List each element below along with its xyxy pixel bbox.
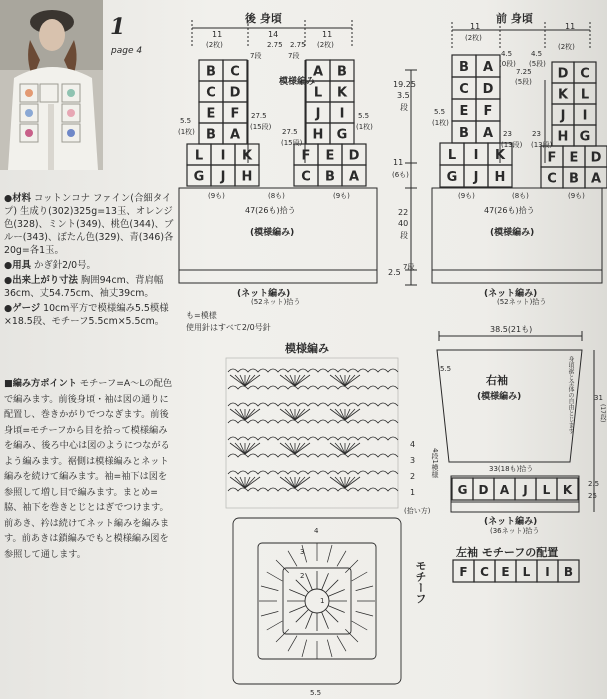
- back-right-motif-cell-label: B: [337, 64, 347, 80]
- front-left-motif-cell-label: E: [459, 104, 469, 119]
- back-left-motif-cell-label: L: [194, 148, 204, 164]
- back-pick-3: (9も): [333, 192, 350, 200]
- left-sleeve-motif-cell-label: E: [501, 565, 510, 579]
- stitch-chain-row: [228, 454, 398, 457]
- sleeve-motif-cell-label: J: [523, 483, 528, 497]
- back-left-motif-cell-label: I: [220, 148, 226, 164]
- stitch-fan-post: [285, 375, 295, 386]
- back-left-motif-cell-label: C: [206, 85, 216, 101]
- pattern-number: 1: [110, 14, 126, 40]
- front-top-count-1: (2枚): [465, 34, 482, 42]
- sleeve-right-dim-3: 2.5: [588, 480, 600, 488]
- notes-text: モチーフ=A～Lの配色で編みます。前後身頃・袖は図の通りに配置し、巻きかがりでつなぎます。前後身頃=モチーフから目を拾って模様編みを編み、後ろ中心は図のようにつながるよう編みます。裾側は模様編みとネット編みを続けて編みます。袖=袖下は図を参照して増し目で編みます。まとめ=脇、袖下を巻きとじとはぎでつけます。前あき、衿は続けてネット編みを編みます。前あきは鎖編みでもと模様編み図を参照して通します。: [4, 378, 173, 560]
- stitch-chain-row: [228, 403, 398, 406]
- front-left-motif-cell-label: G: [446, 170, 458, 185]
- motif-outer-post: [261, 586, 278, 591]
- front-body-title: 前 身頃: [496, 12, 533, 25]
- back-shoulder-left: 5.5: [180, 117, 192, 125]
- back-side-right-rows: (15段): [281, 139, 303, 147]
- motif-outer-post: [261, 611, 278, 616]
- front-width: 47(26も)拾う: [484, 206, 535, 215]
- back-top-dim-2: 14: [268, 30, 279, 39]
- stitch-chain-row: [228, 488, 398, 491]
- front-neck-rows-1: (0段): [499, 60, 516, 68]
- motif-outer-post: [288, 551, 297, 567]
- back-shoulder-left-count: (1枚): [178, 128, 195, 136]
- tool-text: かぎ針2/0号。: [33, 260, 96, 271]
- back-left-motif-cell-label: D: [229, 85, 241, 101]
- front-left-motif-cell-label: A: [482, 60, 494, 75]
- motif-spokes: [259, 543, 375, 659]
- motif-round-4: 4: [314, 527, 319, 535]
- back-right-motif-cell-label: C: [301, 169, 311, 185]
- stitch-row-4: 4: [410, 440, 416, 449]
- front-right-motif-cell-label: I: [582, 108, 588, 124]
- gauge-label: ゲージ: [12, 303, 41, 314]
- front-left-motif-cell-label: C: [459, 82, 469, 97]
- tool-spec: ●用具 かぎ針2/0号。: [4, 260, 96, 271]
- back-right-motif-cell-label: A: [348, 169, 360, 185]
- stitch-fan-post: [285, 477, 295, 488]
- front-top-dim-2: 11: [565, 22, 576, 31]
- gauge-text: 10cm平方で模様編み5.5模様×18.5段、モチーフ5.5cm×5.5cm。: [4, 303, 169, 327]
- stitch-fan-post: [245, 443, 255, 454]
- front-right-motif-cell-label: F: [547, 150, 557, 166]
- mid-dim-net: 2.5: [388, 268, 401, 277]
- back-shoulder-right: 5.5: [358, 112, 370, 120]
- front-left-motif-cell-label: I: [473, 148, 479, 163]
- back-body-pattern: (模様編み): [250, 228, 295, 238]
- front-right-motif-cell-label: B: [569, 171, 579, 187]
- front-side-right: 23: [532, 130, 541, 138]
- left-sleeve-title: 左袖 モチーフの配置: [456, 546, 559, 559]
- mid-dim-mid-b: (6も): [392, 171, 409, 179]
- stitch-chart-rows: [228, 369, 398, 491]
- motif-spoke: [328, 590, 345, 597]
- back-pick-2: (8も): [268, 192, 285, 200]
- front-side-left: 23: [503, 130, 512, 138]
- sleeve-right-dim-1: 31: [594, 394, 603, 402]
- stitch-row-2: 2: [410, 472, 416, 481]
- legend-hook: 使用針はすべて2/0号針: [186, 323, 271, 332]
- back-width: 47(26も)拾う: [245, 206, 296, 215]
- back-right-motif-cell-label: G: [336, 127, 348, 143]
- mid-dim-bot-c: 段: [400, 231, 408, 240]
- front-right-motif-cell-label: H: [557, 129, 569, 145]
- material-label: 材料: [12, 193, 31, 204]
- back-right-motif-cell-label: D: [348, 148, 360, 164]
- stitch-chain-row: [228, 437, 398, 440]
- mid-dim-top: 19.25: [393, 80, 416, 89]
- back-shoulder-right-count: (1枚): [356, 123, 373, 131]
- front-right-motif-cell-label: C: [580, 66, 590, 82]
- front-right-motif-cell-label: K: [557, 87, 569, 103]
- material-text: コットンコナ ファイン(合細タイプ) 生成り(302)325g=13玉、オレンジ色(328)、ミント(349)、桃色(344)、ブルー(343)、ぼたん色(329)、青(346)各20g=各1玉。: [4, 193, 174, 256]
- sleeve-note: 身頃裾と全体の自由とじます: [567, 356, 574, 434]
- back-net-pick: (52ネット)拾う: [251, 298, 301, 306]
- back-right-motif-cell-label: F: [301, 148, 311, 164]
- motif-spoke: [325, 609, 338, 622]
- front-pick-1: (9も): [458, 192, 475, 200]
- front-neck-rows-2: (5段): [515, 78, 532, 86]
- stitch-fan-post: [335, 477, 345, 488]
- stitch-fan-post: [335, 409, 345, 420]
- sleeve-net-pick: (36ネット)拾う: [490, 527, 540, 535]
- motif-spoke: [325, 580, 338, 593]
- notes-label: 編み方ポイント: [12, 378, 77, 389]
- back-left-motif-cell-label: C: [230, 64, 240, 80]
- sleeve-cuff: 33(18も)拾う: [489, 465, 534, 473]
- motif-outer-post: [337, 636, 346, 652]
- front-neck-dim-2: 7.25: [516, 68, 532, 76]
- back-pick-1: (9も): [208, 192, 225, 200]
- front-side-left-rows: (13段): [501, 141, 523, 149]
- motif-round-2: 2: [300, 572, 305, 580]
- front-left-motif-cell-label: D: [482, 82, 494, 97]
- motif-outer-post: [276, 560, 289, 573]
- back-left-motif-cell-label: F: [230, 106, 240, 122]
- stitch-row-3: 3: [410, 456, 416, 465]
- back-right-motif-cell-label: K: [336, 85, 348, 101]
- back-left-motif-cell-label: E: [206, 106, 216, 122]
- sleeve-motif-cell-label: D: [478, 483, 489, 497]
- page-reference: page 4: [111, 46, 143, 56]
- motif-label: モチーフ: [414, 560, 427, 604]
- front-neck-dim-3: 4.5: [531, 50, 543, 58]
- front-right-motif-cell-label: C: [547, 171, 557, 187]
- stitch-fan-post: [345, 477, 355, 488]
- stitch-fan-post: [345, 443, 355, 454]
- motif-outer-post: [327, 640, 332, 657]
- front-right-motif-cell-label: G: [579, 129, 591, 145]
- back-top-count-2: (2枚): [317, 41, 334, 49]
- material-spec: ●材料 コットンコナ ファイン(合細タイプ) 生成り(302)325g=13玉、オレンジ色(328)、ミント(349)、桃色(344)、ブルー(343)、ぼたん色(329)、青(346)各20g=各1玉。: [4, 193, 174, 256]
- sleeve-net-label: (ネット編み): [484, 517, 538, 527]
- back-neck-pattern: 模様編み: [279, 77, 316, 87]
- sleeve-motif-cell-label: A: [499, 483, 510, 497]
- front-right-motif-cell-label: L: [580, 87, 590, 103]
- back-right-motif-cell-label: L: [313, 85, 323, 101]
- back-neck-rows-2: 7段: [288, 52, 300, 60]
- back-motif-grids: [187, 60, 366, 186]
- motif-spoke: [306, 612, 313, 629]
- front-left-motif-cell-label: J: [473, 170, 479, 185]
- gauge-spec: ●ゲージ 10cm平方で模様編み5.5模様×18.5段、モチーフ5.5cm×5.5cm。: [4, 303, 169, 327]
- back-side-left-rows: (15段): [250, 123, 272, 131]
- sleeve-motif-cell-label: G: [457, 483, 468, 497]
- stitch-fan-post: [235, 443, 245, 454]
- front-left-motif-cell-label: F: [483, 104, 493, 119]
- front-right-motif-cell-label: E: [569, 150, 579, 166]
- mid-dim-bot-b: 40: [398, 219, 409, 228]
- stitch-fan-post: [335, 375, 345, 386]
- mid-dim-top-b: 3.5: [397, 91, 410, 100]
- stitch-fan-post: [345, 375, 355, 386]
- back-top-count-1: (2枚): [206, 41, 223, 49]
- back-net-label: (ネット編み): [237, 289, 291, 299]
- back-neck-dim-2: 2.75: [290, 41, 306, 49]
- sleeve-left-dim: 5.5: [440, 365, 452, 373]
- front-top-count-2: (2枚): [558, 43, 575, 51]
- mid-dim-mid: 11: [393, 158, 404, 167]
- motif-spoke: [306, 573, 313, 590]
- motif-spoke: [289, 590, 306, 597]
- back-neck-rows-1: 7段: [250, 52, 262, 60]
- motif-round-3: 3: [300, 548, 305, 556]
- motif-spoke: [296, 580, 309, 593]
- mid-dim-top-c: 段: [400, 103, 408, 112]
- sleeve-pattern: (模様編み): [477, 392, 522, 402]
- front-right-motif-cell-label: D: [557, 66, 569, 82]
- stitch-fan-post: [245, 375, 255, 386]
- stitch-fan-post: [235, 409, 245, 420]
- motif-round-1: 1: [320, 597, 325, 605]
- front-net-label: (ネット編み): [484, 289, 538, 299]
- back-left-motif-cell-label: H: [241, 169, 253, 185]
- notes-block: ■編み方ポイント モチーフ=A～Lの配色で編みます。前後身頃・袖は図の通りに配置し、巻きかがりでつなぎます。前後身頃=モチーフから目を拾って模様編みを編み、後ろ中心は図のようにつながるよう編みます。裾側は模様編みとネット編みを続けて編みます。袖=袖下は図を参照して増し目で編みます。まとめ=脇、袖下を巻きとじとはぎでつけます。前あき、衿は続けてネット編みを編みます。前あきは鎖編みでもと模様編み図を参照して通します。: [4, 378, 173, 560]
- size-text: 胸囲94cm、背肩幅36cm、丈54.75cm、袖丈39cm。: [4, 275, 164, 299]
- back-right-motif-cell-label: H: [312, 127, 324, 143]
- stitch-row-1: 1: [410, 488, 416, 497]
- front-left-motif-cell-label: A: [482, 126, 494, 141]
- sleeve-motif-cell-label: K: [562, 483, 573, 497]
- motif-outer-post: [352, 621, 368, 630]
- sleeve-top-dim: 38.5(21も): [490, 325, 533, 334]
- left-sleeve-motif-cells: [453, 560, 579, 582]
- stitch-fan-post: [295, 409, 305, 420]
- motif-spoke: [322, 612, 329, 629]
- mid-dim-bot: 22: [398, 208, 409, 217]
- front-left-motif-cell-label: K: [494, 148, 506, 163]
- back-right-motif-cell-label: J: [315, 106, 321, 122]
- stitch-fan-post: [345, 409, 355, 420]
- motif-outer-post: [337, 551, 346, 567]
- back-top-dim-1: 11: [212, 30, 223, 39]
- stitch-chart: [226, 358, 398, 508]
- back-left-motif-cell-label: J: [220, 169, 226, 185]
- motif-outer-post: [302, 640, 307, 657]
- stitch-fan-post: [335, 443, 345, 454]
- back-top-dim-3: 11: [322, 30, 333, 39]
- back-left-motif-cell-label: A: [229, 127, 241, 143]
- front-net-pick: (52ネット)拾う: [497, 298, 547, 306]
- front-side-right-rows: (13段): [531, 141, 553, 149]
- back-right-motif-cell-label: B: [325, 169, 335, 185]
- front-neck-rows-3: (5段): [529, 60, 546, 68]
- stitch-fan-post: [245, 477, 255, 488]
- back-left-motif-cell-label: K: [241, 148, 253, 164]
- front-body-pattern: (模様編み): [490, 228, 535, 238]
- front-shoulder-count: (1枚): [432, 119, 449, 127]
- stitch-fan-post: [295, 477, 305, 488]
- front-left-motif-cell-label: B: [459, 126, 469, 141]
- sleeve-motif-cell-label: L: [542, 483, 551, 497]
- front-right-motif-cell-label: D: [590, 150, 602, 166]
- sleeve-right-dim-4: 25: [588, 492, 597, 500]
- motif-outer-post: [356, 586, 373, 591]
- front-top-dim-1: 11: [470, 22, 481, 31]
- back-right-motif-cell-label: I: [339, 106, 345, 122]
- motif-spoke: [289, 606, 306, 613]
- back-neck-dim-1: 2.75: [267, 41, 283, 49]
- motif-dim: 5.5: [310, 689, 322, 697]
- stitch-fan-post: [235, 375, 245, 386]
- front-pick-3: (9も): [568, 192, 585, 200]
- stitch-fan-post: [245, 409, 255, 420]
- size-spec: ●出来上がり寸法 胸囲94cm、背肩幅36cm、丈54.75cm、袖丈39cm。: [4, 275, 164, 299]
- back-side-right: 27.5: [282, 128, 298, 136]
- front-left-motif-cell-label: H: [494, 170, 506, 185]
- front-shoulder: 5.5: [434, 108, 446, 116]
- back-left-motif-cell-label: B: [206, 127, 216, 143]
- motif-outer-post: [267, 621, 283, 630]
- back-body-title: 後 身頃: [245, 12, 282, 25]
- motif-spoke: [296, 609, 309, 622]
- motif-outer-post: [345, 560, 358, 573]
- stitch-fan-post: [235, 477, 245, 488]
- stitch-fan-post: [295, 443, 305, 454]
- motif-outer-post: [352, 572, 368, 581]
- left-sleeve-motif-cell-label: I: [545, 565, 550, 579]
- stitch-pick-label: (拾い方): [404, 507, 431, 515]
- back-right-motif-cell-label: E: [325, 148, 335, 164]
- back-right-motif-cell-label: A: [312, 64, 324, 80]
- motif-spoke: [322, 573, 329, 590]
- stitch-row-label: 4段1模様: [431, 448, 439, 478]
- motif-spoke: [328, 606, 345, 613]
- motif-outer-post: [267, 572, 283, 581]
- back-side-left: 27.5: [251, 112, 267, 120]
- motif-outer-post: [327, 545, 332, 562]
- left-sleeve-motif-cell-label: F: [459, 565, 468, 579]
- tool-label: 用具: [12, 260, 31, 271]
- mid-dim-net-b: 7段: [403, 263, 415, 271]
- stitch-chain-row: [228, 369, 398, 372]
- front-left-motif-cell-label: B: [459, 60, 469, 75]
- back-left-motif-cell-label: B: [206, 64, 216, 80]
- motif-outer-post: [288, 636, 297, 652]
- legend-stitch: も=模様: [186, 311, 217, 320]
- front-pick-2: (8も): [512, 192, 529, 200]
- stitch-chain-row: [228, 420, 398, 423]
- sleeve-title: 右袖: [486, 374, 508, 387]
- motif-outer-post: [276, 629, 289, 642]
- back-left-motif-cell-label: G: [193, 169, 205, 185]
- front-neck-dim-1: 4.5: [501, 50, 513, 58]
- front-left-motif-cell-label: L: [447, 148, 457, 163]
- motif-outer-post: [356, 611, 373, 616]
- stitch-fan-post: [295, 375, 305, 386]
- left-sleeve-motif-cell-label: L: [522, 565, 531, 579]
- stitch-chart-title: 模様編み: [285, 342, 329, 355]
- sleeve-motif-cells: [452, 478, 578, 500]
- front-right-motif-cell-label: A: [590, 171, 602, 187]
- stitch-chain-row: [228, 471, 398, 474]
- front-right-motif-cell-label: J: [560, 108, 566, 124]
- stitch-chain-row: [228, 386, 398, 389]
- stitch-fan-post: [285, 443, 295, 454]
- motif-outer-post: [345, 629, 358, 642]
- size-label: 出来上がり寸法: [12, 275, 78, 286]
- sleeve-right-dim-2: (17段): [599, 404, 606, 423]
- left-sleeve-motif-cell-label: B: [563, 565, 574, 579]
- left-sleeve-motif-cell-label: C: [480, 565, 489, 579]
- motif-chart: [233, 518, 401, 684]
- stitch-fan-post: [285, 409, 295, 420]
